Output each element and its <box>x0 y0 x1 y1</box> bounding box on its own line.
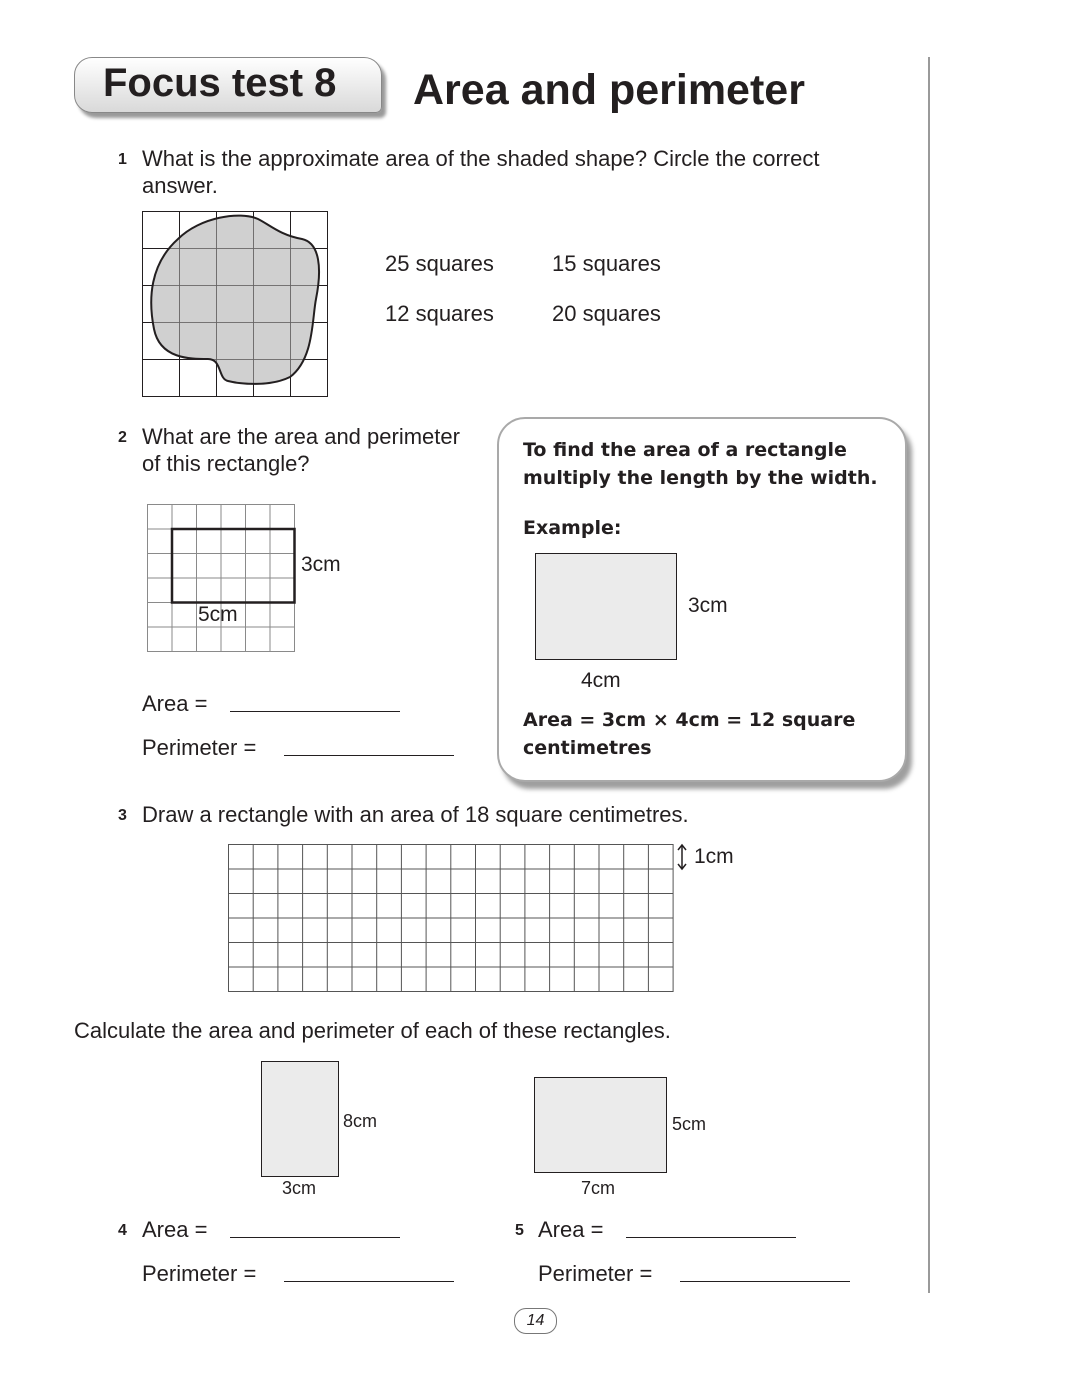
page-number: 14 <box>514 1308 557 1334</box>
q2-height-label: 3cm <box>301 553 341 576</box>
page-margin-line <box>928 57 930 1293</box>
q5-perimeter-answer-line[interactable] <box>680 1281 850 1282</box>
q4-height-label: 8cm <box>343 1111 378 1131</box>
q5-area-label: Area = <box>538 1217 604 1242</box>
question-5-number: 5 <box>515 1222 524 1239</box>
answer-option-12-squares[interactable]: 12 squares <box>385 301 494 326</box>
question-1-text-line2: answer. <box>142 173 218 198</box>
tip-width-label: 4cm <box>581 669 621 692</box>
question-2-text-line2: of this rectangle? <box>142 451 310 476</box>
shaded-blob <box>151 216 319 384</box>
tip-example-label: Example: <box>523 517 622 539</box>
question-3-text: Draw a rectangle with an area of 18 square centimetres. <box>142 802 689 827</box>
focus-test-label: Focus test 8 <box>103 61 337 105</box>
q4-perimeter-label: Perimeter = <box>142 1261 257 1286</box>
q2-width-label: 5cm <box>198 603 238 626</box>
calculate-instruction: Calculate the area and perimeter of each of these rectangles. <box>74 1018 671 1043</box>
q5-rectangle <box>534 1077 667 1173</box>
q2-area-label: Area = <box>142 691 208 716</box>
page-title: Area and perimeter <box>413 66 805 114</box>
q2-rectangle <box>172 529 295 603</box>
q4-rectangle <box>261 1061 339 1177</box>
q4-perimeter-answer-line[interactable] <box>284 1281 454 1282</box>
question-1-text-line1: What is the approximate area of the shaded shape? Circle the correct <box>142 146 820 171</box>
q2-area-answer-line[interactable] <box>230 711 400 712</box>
q2-perimeter-answer-line[interactable] <box>284 755 454 756</box>
question-2-number: 2 <box>118 429 127 446</box>
q5-perimeter-label: Perimeter = <box>538 1261 653 1286</box>
q2-rectangle-grid <box>145 502 297 654</box>
tip-text-line2: multiply the length by the width. <box>523 467 878 489</box>
tip-example-rectangle <box>535 553 677 660</box>
shaded-shape-grid <box>140 209 330 399</box>
q2-perimeter-label: Perimeter = <box>142 735 257 760</box>
answer-option-15-squares[interactable]: 15 squares <box>552 251 661 276</box>
question-3-number: 3 <box>118 807 127 824</box>
tip-formula-line2: centimetres <box>523 737 652 759</box>
q3-scale-label: 1cm <box>694 845 734 868</box>
scale-arrow-icon <box>675 843 689 871</box>
q4-width-label: 3cm <box>282 1178 317 1198</box>
answer-option-20-squares[interactable]: 20 squares <box>552 301 661 326</box>
q5-height-label: 5cm <box>672 1114 707 1134</box>
q4-area-label: Area = <box>142 1217 208 1242</box>
q4-area-answer-line[interactable] <box>230 1237 400 1238</box>
tip-text-line1: To find the area of a rectangle <box>523 439 847 461</box>
question-4-number: 4 <box>118 1222 127 1239</box>
question-1-number: 1 <box>118 151 127 168</box>
tip-formula-line1: Area = 3cm × 4cm = 12 square <box>523 709 856 731</box>
q5-width-label: 7cm <box>581 1178 616 1198</box>
q3-drawing-grid[interactable] <box>227 843 675 994</box>
tip-height-label: 3cm <box>688 594 728 617</box>
q5-area-answer-line[interactable] <box>626 1237 796 1238</box>
question-2-text-line1: What are the area and perimeter <box>142 424 460 449</box>
answer-option-25-squares[interactable]: 25 squares <box>385 251 494 276</box>
